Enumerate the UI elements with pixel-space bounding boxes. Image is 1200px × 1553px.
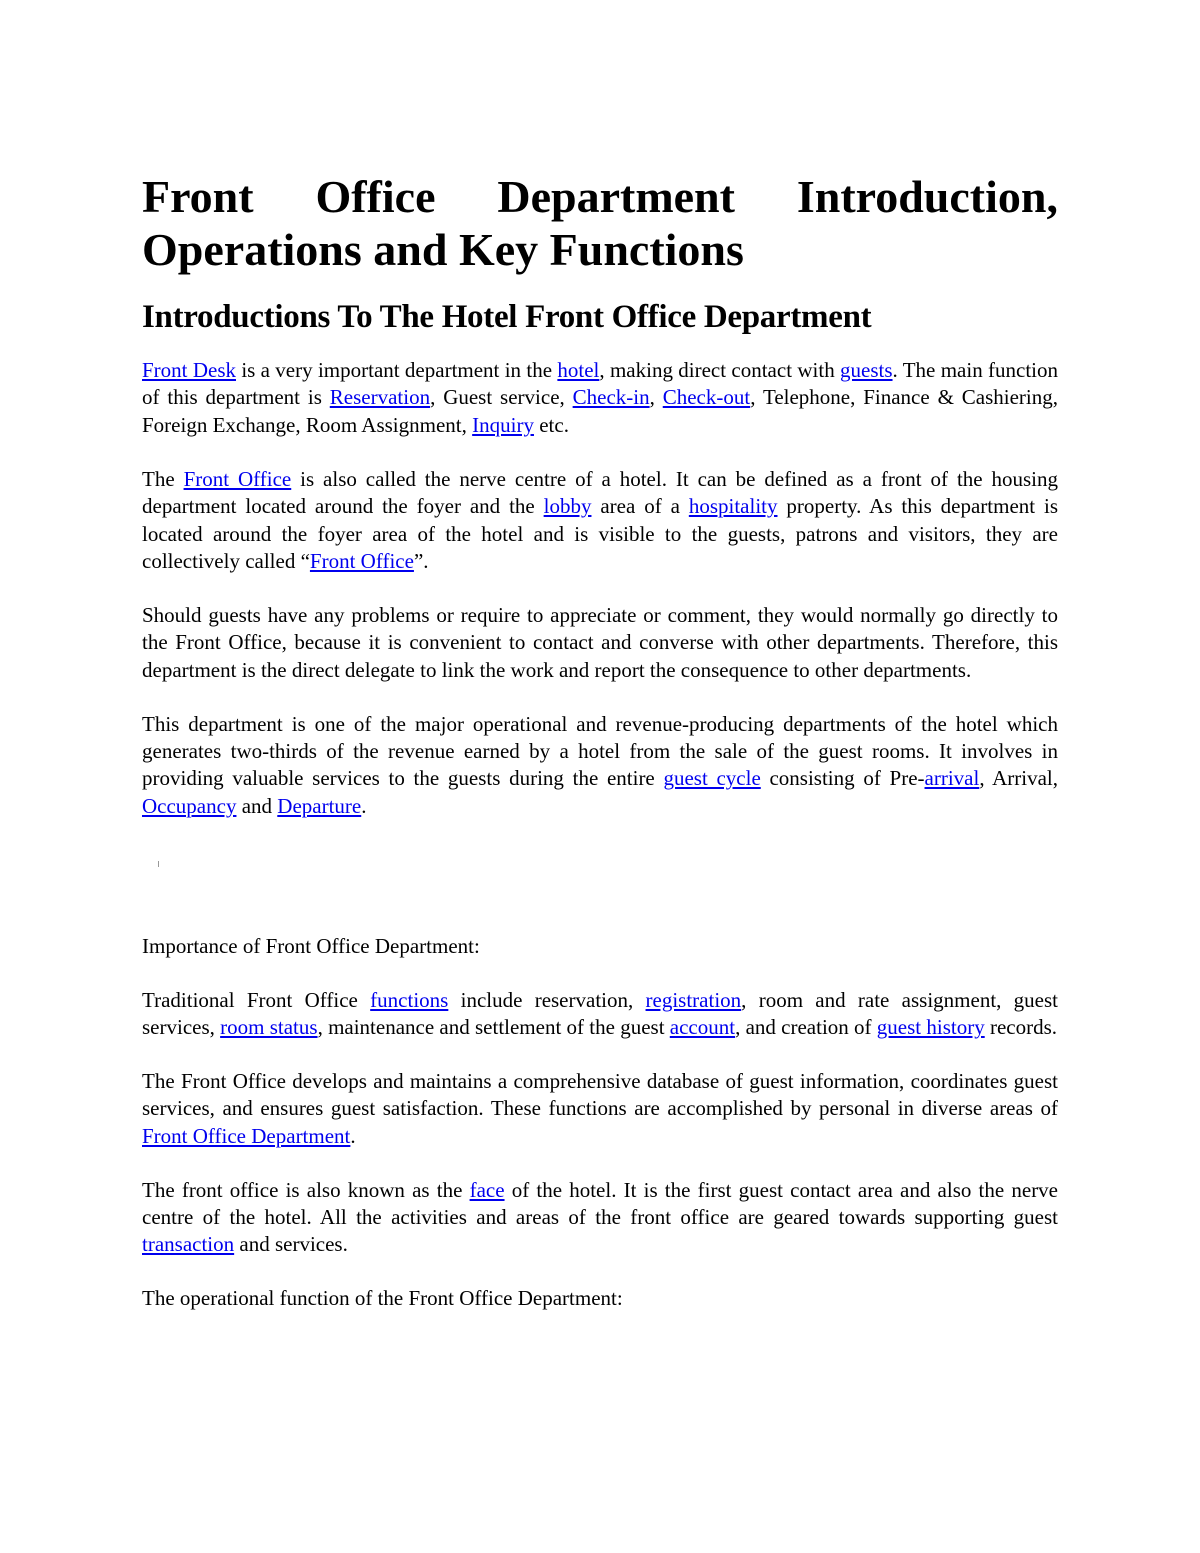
text: . The main function of this department is — [142, 358, 1059, 410]
link[interactable]: guest cycle — [663, 766, 761, 791]
text: This department is one of the major operational and revenue-producing departments of the hotel which generates two-thirds of the revenue earned by a hotel from the sale of the guest rooms. It involves in providing valuable services to the guests during the entire — [142, 711, 1058, 791]
text: , Guest service, — [430, 385, 573, 410]
text: , — [649, 385, 663, 410]
link[interactable]: hotel — [557, 358, 600, 382]
link[interactable]: Front Office — [183, 466, 292, 491]
text: The front office is also known as the — [142, 1177, 470, 1202]
link[interactable]: Check-in — [572, 385, 650, 410]
link[interactable]: arrival — [924, 766, 980, 791]
document-page — [142, 170, 1058, 1339]
text: of the hotel. It is the first guest contact area and also the nerve centre of the hotel. All the activities and areas of the front office are geared towards supporting guest — [142, 1177, 1059, 1230]
link[interactable]: account — [669, 1015, 736, 1039]
link[interactable]: registration — [645, 987, 742, 1012]
link[interactable]: functions — [370, 987, 449, 1012]
text: The — [142, 466, 184, 491]
text: The Front Office develops and maintains a comprehensive database of guest information, coordinates guest services, and ensures guest satisfaction. These functions are accomplished by personal in diverse areas of — [142, 1068, 1058, 1121]
section-heading: Introductions To The Hotel Front Office Department — [142, 299, 872, 335]
paragraphs-group-b — [142, 933, 1058, 1313]
link[interactable]: Front Desk — [142, 358, 236, 382]
link[interactable]: room status — [220, 1015, 318, 1039]
link[interactable]: lobby — [543, 494, 592, 519]
text: etc. — [533, 412, 569, 437]
paragraph — [142, 357, 1058, 439]
paragraph — [142, 602, 1058, 684]
paragraph — [142, 1285, 1058, 1312]
link[interactable]: guests — [840, 358, 893, 382]
text: is also called the nerve centre of a hotel. It can be defined as a front of the housing department located around the foyer and the — [142, 466, 1059, 519]
stray-mark — [142, 847, 1058, 933]
link[interactable]: hospitality — [688, 494, 778, 519]
link[interactable]: Occupancy — [142, 793, 237, 818]
link[interactable]: transaction — [142, 1232, 235, 1257]
text: property. As this department is located around the foyer area of the hotel and is visible to the guests, patrons and visitors, they are collectively called “ — [142, 494, 1058, 573]
text: , Telephone, Finance & Cashiering, Foreign Exchange, Room Assignment, — [142, 385, 1058, 437]
text: consisting of Pre- — [760, 766, 925, 791]
link[interactable]: Front Office — [309, 548, 414, 573]
text: . — [361, 793, 367, 818]
text: and services. — [234, 1232, 348, 1257]
text: records. — [984, 1015, 1058, 1039]
text: include reservation, — [448, 987, 646, 1012]
text: , maintenance and settlement of the guest — [317, 1015, 670, 1039]
link[interactable]: guest history — [876, 1015, 985, 1039]
paragraph — [142, 933, 1058, 960]
text: Importance of Front Office Department: — [142, 933, 480, 958]
text: The operational function of the Front Office Department: — [142, 1286, 623, 1311]
text: . — [350, 1123, 356, 1148]
text: Should guests have any problems or require to appreciate or comment, they would normally go directly to the Front Office, because it is convenient to contact and converse with other departments. Therefore, this department is the direct delegate to link the work and report the consequence to other departments. — [142, 602, 1058, 682]
text: ”. — [413, 548, 429, 573]
text: area of a — [591, 494, 689, 519]
text: and — [236, 793, 278, 818]
text: , Arrival, — [979, 766, 1058, 791]
paragraphs-group-a — [142, 357, 1058, 820]
text: Traditional Front Office — [142, 987, 371, 1012]
paragraph — [142, 1177, 1058, 1259]
paragraph — [142, 711, 1058, 821]
link[interactable]: Inquiry — [472, 412, 534, 437]
text: , and creation of — [735, 1015, 877, 1039]
link[interactable]: Front Office Department — [142, 1123, 351, 1148]
paragraph — [142, 1068, 1058, 1150]
text: , room and rate assignment, guest services, — [142, 987, 1059, 1039]
text: is a very important department in the — [236, 358, 558, 382]
page-title: Front Office Department Introduction, Operations and Key Functions — [142, 171, 1058, 275]
paragraph — [142, 987, 1058, 1042]
link[interactable]: Reservation — [329, 385, 431, 410]
text: , making direct contact with — [599, 358, 841, 382]
paragraph — [142, 466, 1058, 576]
link[interactable]: Departure — [277, 793, 362, 818]
link[interactable]: face — [469, 1177, 505, 1202]
link[interactable]: Check-out — [662, 385, 751, 410]
